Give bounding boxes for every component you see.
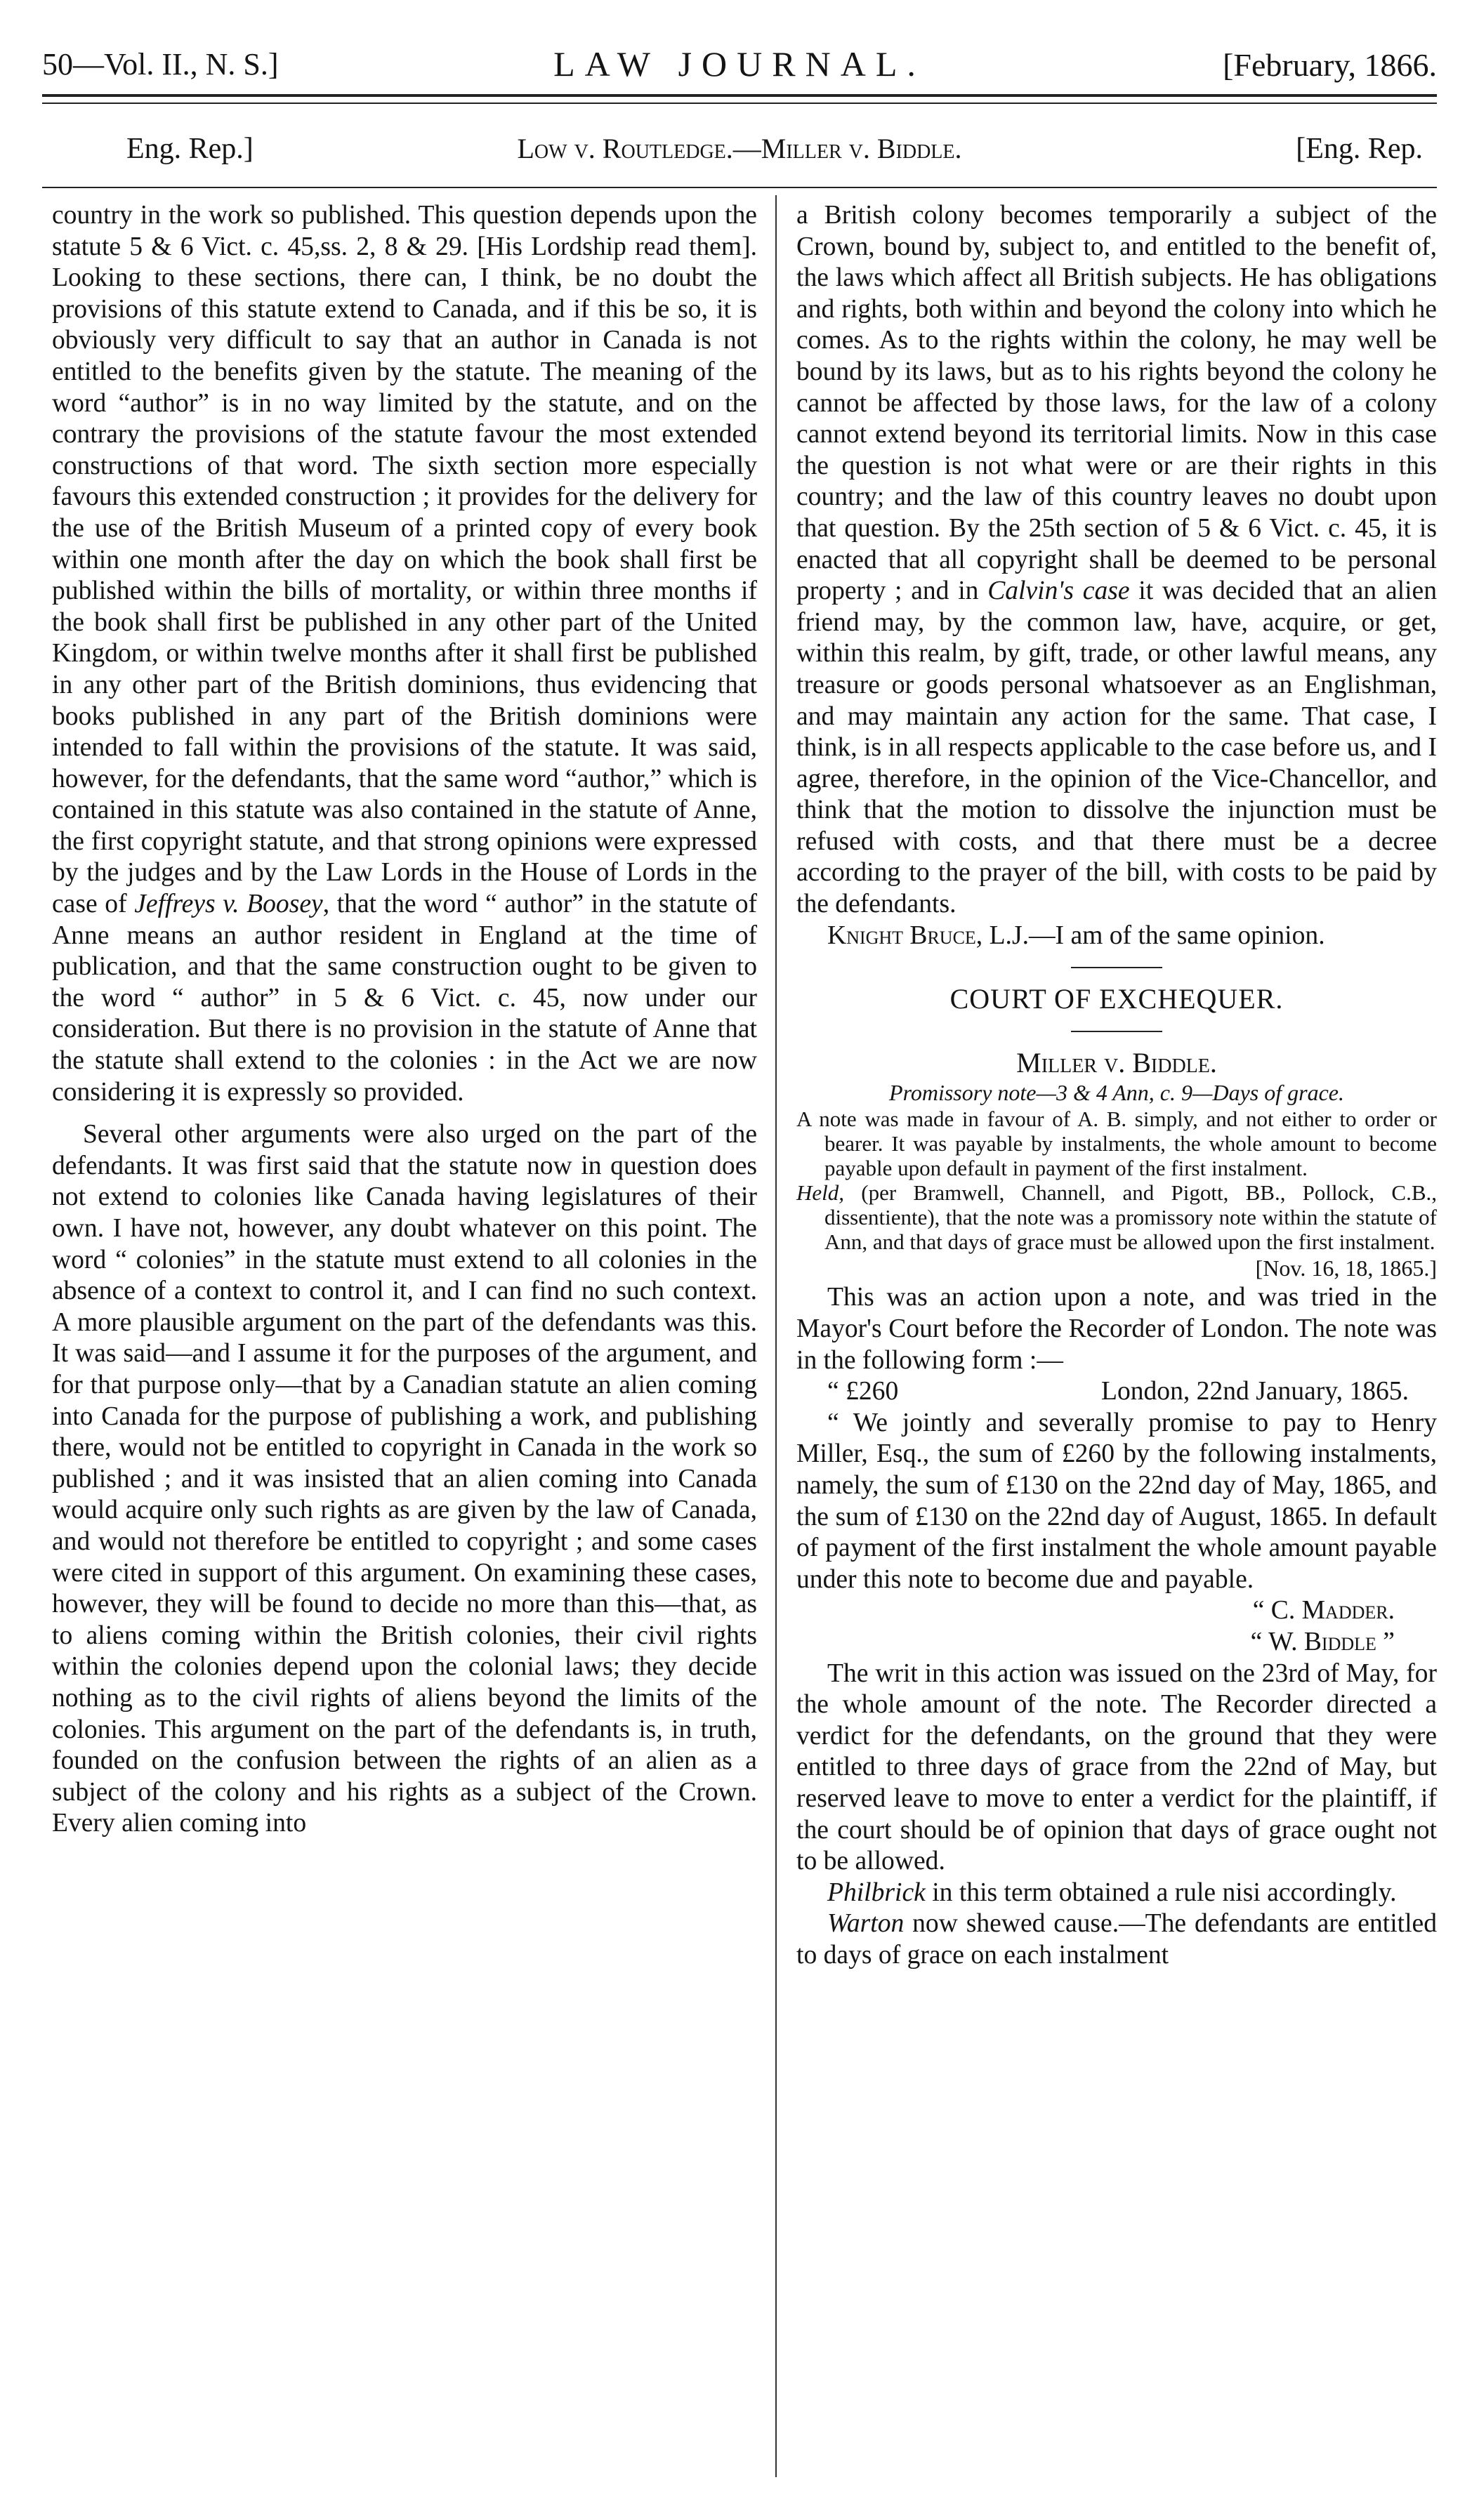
judge-opinion: —I am of the same opinion. — [1028, 921, 1325, 950]
journal-title: LAW JOURNAL. — [553, 44, 926, 84]
note-amount: “ £260 — [827, 1377, 899, 1406]
left-paragraph-2: Several other arguments were also urged on the part of the defendants. It was first said that the statute now in question does not extend to colonies like Canada having legislatures of their own. I have not, however, any doubt whatever on this point. The word “ colonies” in the statute must extend to all colonies in the absence of a context to control it, and I can find no such context. A more plausible argument on the part of the defendants was this. It was said—and I assume it for the purposes of the argument, and for that purpose only—that by a Canadian statute an alien coming into Canada for the purpose of publishing a work, and publishing there, would not be entitled to copyright in Canada in the work so published ; and it was insisted that an alien coming into Canada would acquire only such rights as are given by the law of Canada, and would not therefore be entitled to copyright ; and some cases were cited in support of this argument. On examining these cases, however, they will be found to decide no more than this—that, as to aliens coming within the British colonies, their civil rights within the colonies depend upon the colonial laws; they decide nothing as to the civil rights of aliens beyond the limits of the colonies. This argument on the part of the defendants is, in truth, founded on the confusion between the rights of an alien as a subject of the colony and his rights as a subject of the Crown. Every alien coming into — [52, 1120, 757, 1838]
case-citation-calvin: Calvin's case — [987, 576, 1130, 606]
left-paragraph-1 — [52, 200, 757, 1108]
judge-name: Knight Bruce, L.J. — [827, 921, 1029, 950]
right-paragraph-4: The writ in this action was issued on the 23rd of May, for the whole amount of the note. The Recorder directed a verdict for the defendants, on the ground that they were entitled to three days of grace from the 22nd of May, but reserved leave to move to enter a verdict for the plaintiff, if the court should be of opinion that days of grace ought not to be allowed. — [796, 1658, 1437, 1876]
headnote-topic: Promissory note—3 & 4 Ann, c. 9—Days of grace. — [889, 1080, 1344, 1106]
section-rule — [1071, 967, 1162, 968]
decision-date: [Nov. 16, 18, 1865.] — [1255, 1255, 1437, 1281]
court-rule — [1071, 1031, 1162, 1032]
p5-text: in this term obtained a rule nisi accordingly. — [925, 1878, 1397, 1907]
counsel-philbrick: Philbrick — [827, 1878, 926, 1907]
p6-text: now shewed cause.—The defendants are entitled to days of grace on each instalment — [796, 1909, 1437, 1970]
case-header — [42, 132, 1437, 174]
note-place-date: London, 22nd January, 1865. — [1100, 1377, 1409, 1406]
held-text: (per Bramwell, Channell, and Pigott, BB., Pollock, C.B., dissentiente), that the note was a promissory note within the statute of Ann, and that days of grace must be allowed upon the first instalment. — [824, 1180, 1437, 1255]
right-paragraph-5 — [796, 1878, 1437, 1909]
left-p1-text: country in the work so published. This question depends upon the statute 5 & 6 Vict. c. 45,ss. 2, 8 & 29. [His Lordship read them]. Looking to these sections, there can, I think, be no doubt the provisions of this statute extend to Canada, and if this be so, it is obviously very difficult to say that an author in Canada is not entitled to the benefits given by the statute. The meaning of the word “author” is in no way limited by the statute, and on the contrary the provisions of the statute favour the most extended constructions of that word. The sixth section more especially favours this extended construction ; it provides for the delivery for the use of the British Museum of a printed copy of every book within one month after the day on which the book shall first be published within the bills of mortality, or within three months if the book shall first be published in any other part of the United Kingdom, or within twelve months after it shall first be published in any other part of the British dominions, thus evidencing that books published in any part of the British dominions were intended to fall within the provisions of the statute. It was said, however, for the defendants, that the same word “author,” which is contained in this statute was also contained in the statute of Anne, the first copyright statute, and that strong opinions were expressed by the judges and by the Law Lords in the House of Lords in the case of — [52, 201, 757, 919]
case-citation-jeffreys: Jeffreys v. Boosey — [134, 890, 323, 919]
issue-date: [February, 1866. — [1223, 47, 1437, 83]
headnote-facts: A note was made in favour of A. B. simply, and not either to order or bearer. It was payable by instalments, the whole amount to become payable upon default in payment of the first instalment. — [796, 1107, 1437, 1181]
right-paragraph-2 — [796, 921, 1437, 952]
left-p1-end: , that the word “ author” in the statute of Anne means an author resident in England at the time of publication, and that the same construction ought to be given to the word “ author” in 5 & 6 Vict. c. 45, now under our consideration. But there is no provision in the statute of Anne that the statute shall extend to the colonies : in the Act we are now considering it is expressly so provided. — [52, 890, 758, 1107]
held-label: Held, — [796, 1180, 845, 1206]
note-heading — [796, 1376, 1437, 1408]
right-p1-text: a British colony becomes temporarily a subject of the Crown, bound by, subject to, and entitled to the benefit of, the laws which affect all British subjects. He has obligations and rights, both within and beyond the colony into which he comes. As to the rights within the colony, he may well be bound by its laws, but as to his rights beyond the colony he cannot be affected by those laws, for the law of a colony cannot extend beyond its territorial limits. Now in this case the question is not what were or are their rights in this country; and the law of this country leaves no doubt upon that question. By the 25th section of 5 & 6 Vict. c. 45, it is enacted that all copyright shall be deemed to be personal property ; and in — [796, 201, 1437, 606]
header-double-rule — [42, 94, 1437, 104]
right-p1-end: it was decided that an alien friend may, by the common law, have, acquire, or get, within this realm, by gift, trade, or other lawful means, any treasure or goods personal whatsoever as an Englishman, and may maintain any action for the same. That case, I think, is in all respects applicable to the case before us, and I agree, therefore, in the opinion of the Vice-Chancellor, and think that the motion to dissolve the injunction must be refused with costs, and that there must be a decree according to the prayer of the bill, with costs to be paid by the defendants. — [796, 576, 1438, 919]
signature-biddle: “ W. Biddle ” — [1250, 1627, 1395, 1656]
right-paragraph-1 — [796, 200, 1437, 921]
headnote-holding — [796, 1180, 1437, 1254]
counsel-warton: Warton — [827, 1909, 905, 1939]
case-header-left: Eng. Rep.] — [126, 133, 254, 165]
court-title: COURT OF EXCHEQUER. — [949, 983, 1284, 1015]
case-header-right: [Eng. Rep. — [1296, 133, 1423, 165]
case-header-rule — [42, 187, 1437, 188]
left-column — [52, 200, 757, 1840]
signature-madder: “ C. Madder. — [1252, 1596, 1395, 1625]
column-divider — [775, 195, 777, 2477]
case-title: Miller v. Biddle. — [1016, 1046, 1217, 1078]
right-paragraph-6 — [796, 1908, 1437, 1971]
note-body: “ We jointly and severally promise to pay to Henry Miller, Esq., the sum of £260 by the following instalments, namely, the sum of £130 on the 22nd day of May, 1865, and the sum of £130 on the 22nd day of August, 1865. In default of payment of the first instalment the whole amount payable under this note to become due and payable. — [796, 1408, 1437, 1594]
right-paragraph-3: This was an action upon a note, and was tried in the Mayor's Court before the Recorder of London. The note was in the following form :— — [796, 1283, 1437, 1375]
running-head — [42, 37, 1437, 86]
volume-page-label: 50—Vol. II., N. S.] — [42, 47, 279, 81]
right-column — [796, 200, 1437, 1972]
case-header-title: Low v. Routledge.—Miller v. Biddle. — [517, 133, 962, 164]
